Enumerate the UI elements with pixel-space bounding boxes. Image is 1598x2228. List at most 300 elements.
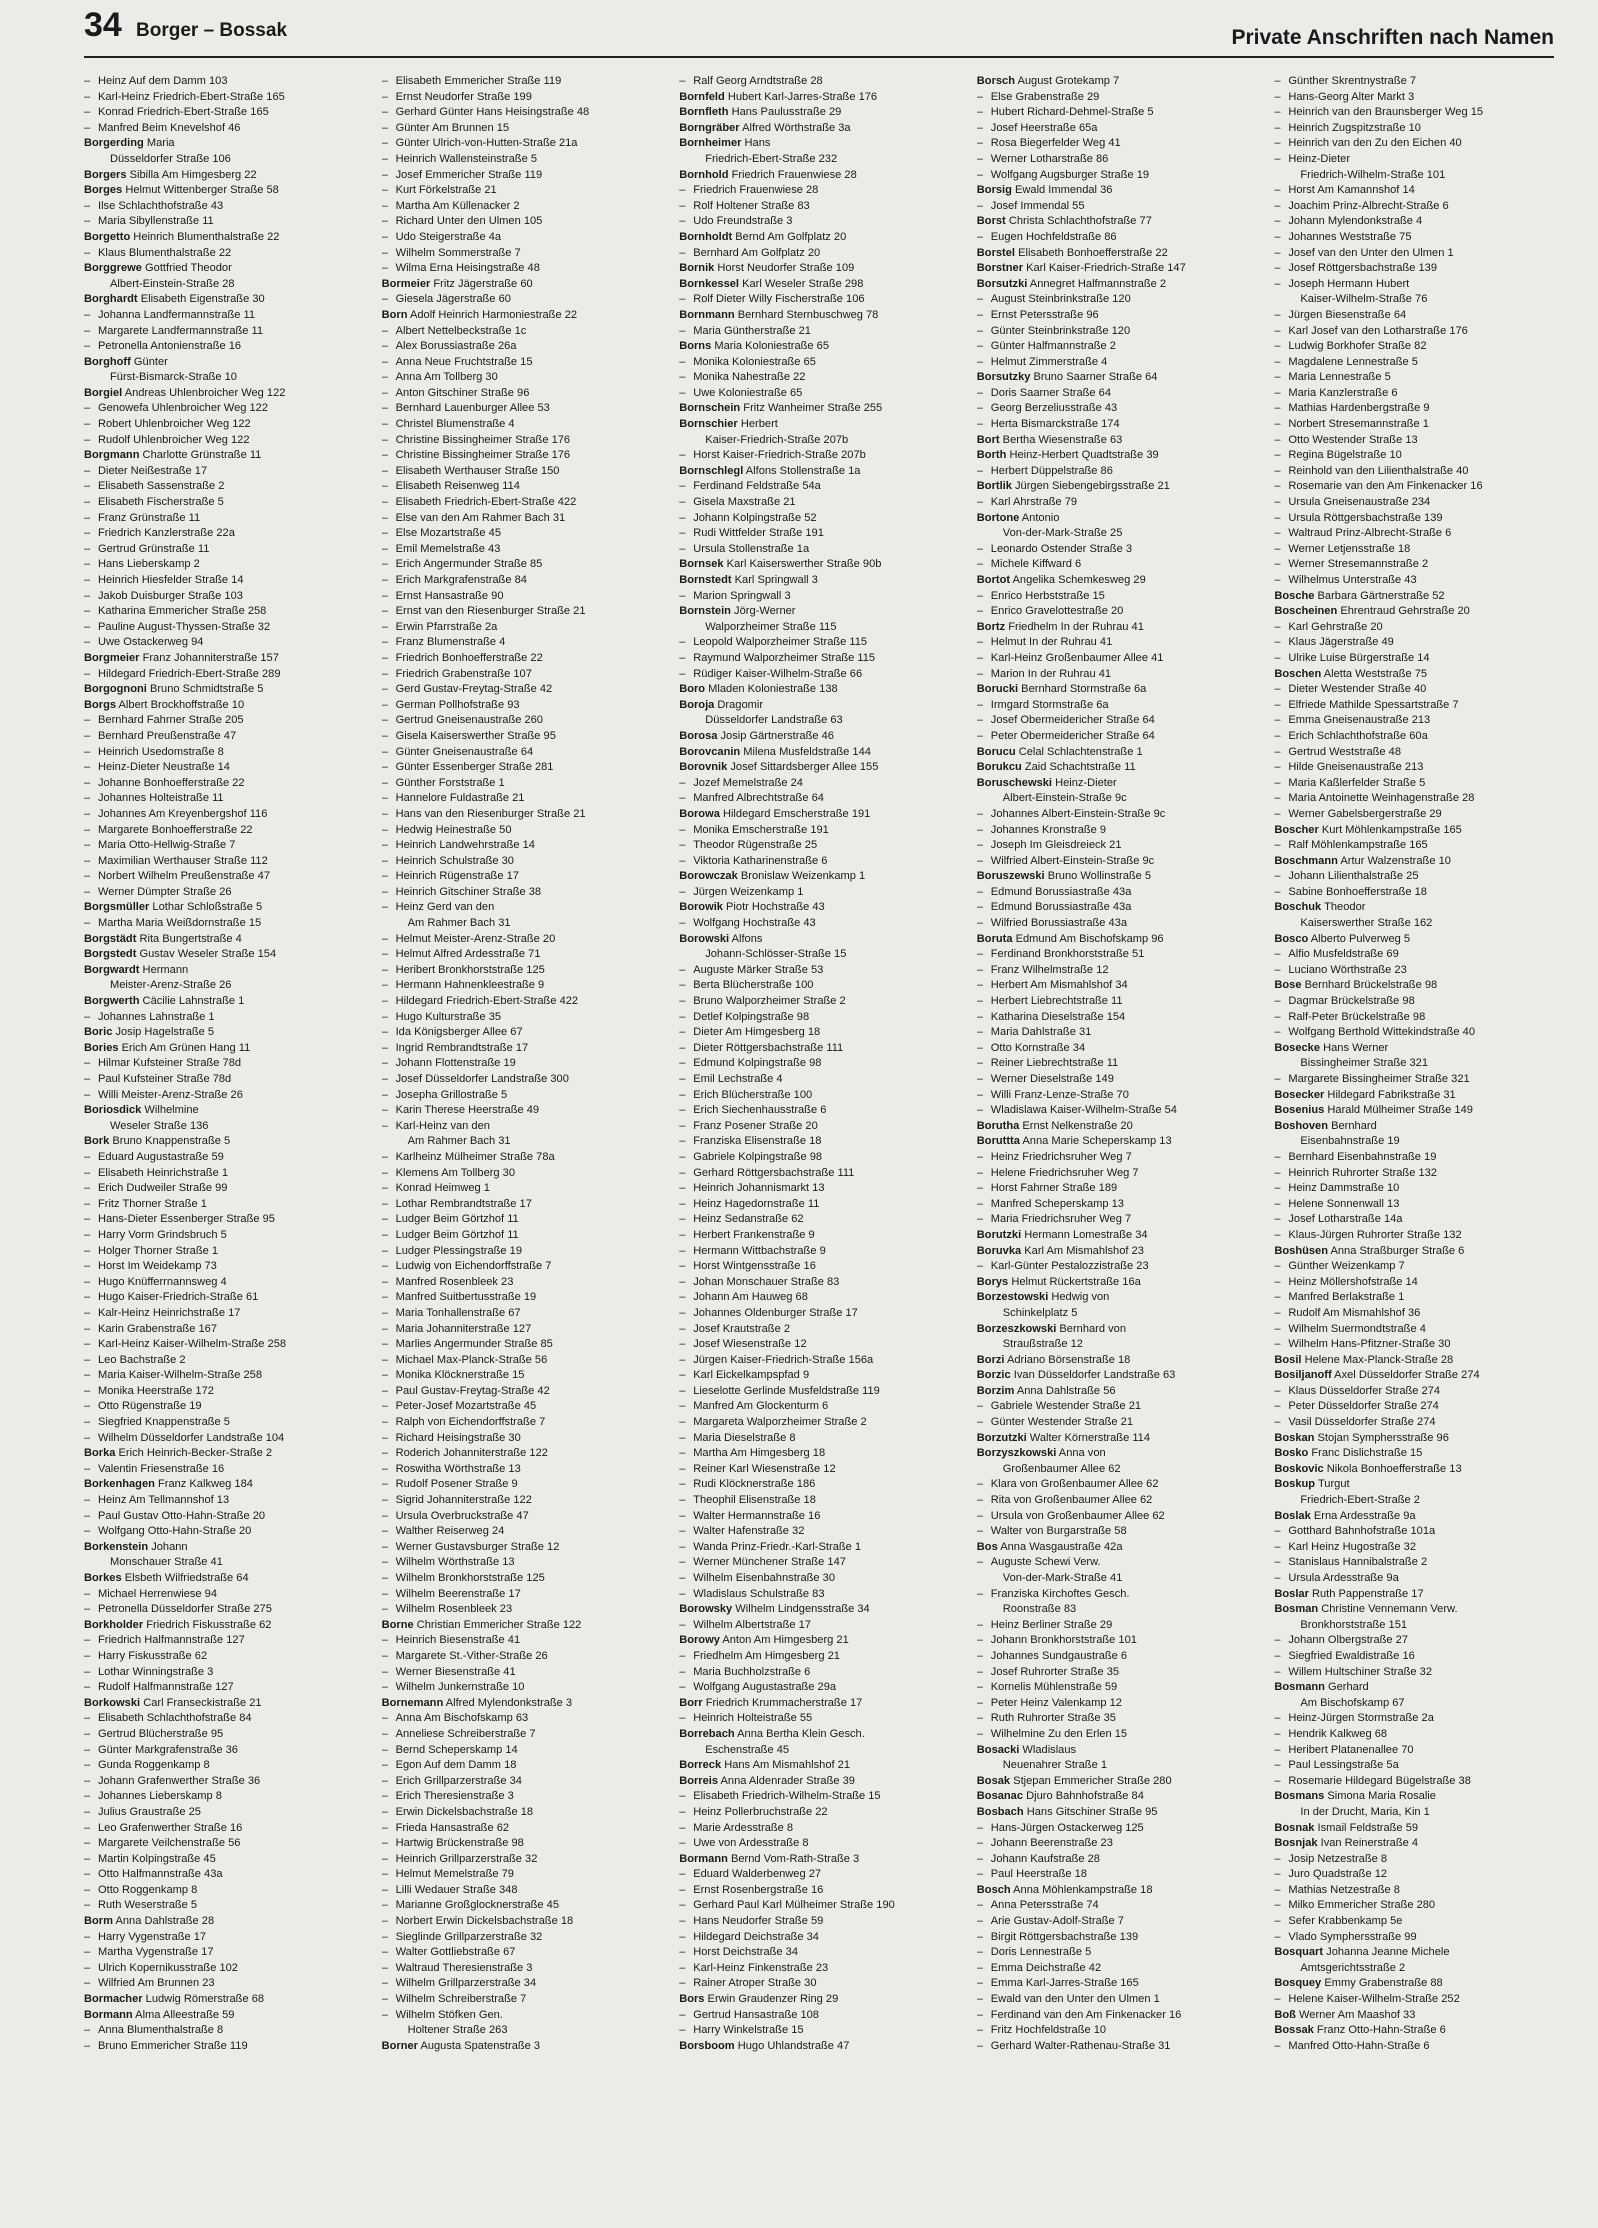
person-entry xyxy=(84,246,366,262)
dash-marker: – xyxy=(1274,1727,1281,1740)
entry-text: Margarete Bissingheimer Straße 321 xyxy=(1288,1073,1470,1085)
entry-text: Eugen Hochfeldstraße 86 xyxy=(990,230,1117,243)
entry-continuation: Von-der-Mark-Straße 25 xyxy=(1002,527,1123,540)
surname-entry xyxy=(1274,1821,1556,1837)
dash-marker: – xyxy=(679,1431,686,1444)
entry-text: Aletta Weststraße 75 xyxy=(1321,667,1428,680)
person-entry xyxy=(382,760,664,776)
person-entry xyxy=(1274,1711,1556,1727)
dash-marker: – xyxy=(1274,1930,1281,1943)
entry-text: Ralf-Peter Brückelstraße 98 xyxy=(1288,1010,1426,1023)
surname-entry xyxy=(679,760,961,776)
entry-text: Karl-Heinz Finkenstraße 23 xyxy=(693,1961,829,1974)
entry-text: Christine Bissingheimer Straße 176 xyxy=(395,449,571,462)
person-entry xyxy=(84,1056,366,1072)
person-entry xyxy=(382,947,664,963)
surname: Bormeier xyxy=(381,277,431,290)
surname-entry xyxy=(977,246,1259,262)
person-entry xyxy=(679,963,961,979)
person-entry xyxy=(84,760,366,776)
dash-marker: – xyxy=(381,823,388,836)
surname-entry xyxy=(977,1134,1259,1150)
dash-marker: – xyxy=(381,1930,388,1943)
person-entry xyxy=(382,1212,664,1228)
entry-text: Ferdinand Bronkhorststraße 51 xyxy=(990,948,1145,961)
entry-text: Marie Ardesstraße 8 xyxy=(693,1821,794,1834)
entry-text: Friedrich Frauenwiese 28 xyxy=(728,168,857,181)
dash-marker: – xyxy=(976,1961,983,1974)
person-entry xyxy=(1274,776,1556,792)
entry-text: Klaus Jägerstraße 49 xyxy=(1288,636,1394,649)
entry-text: Franz Otto-Hahn-Straße 6 xyxy=(1313,2024,1446,2037)
surname-entry xyxy=(84,261,366,277)
entry-text: Josef Lotharstraße 14a xyxy=(1288,1213,1403,1226)
entry-text: Edmund Am Bischofskamp 96 xyxy=(1012,932,1164,945)
person-entry xyxy=(84,1493,366,1509)
surname: Borowy xyxy=(679,1634,720,1647)
surname-entry xyxy=(84,2008,366,2024)
entry-text: Wilhelm Wörthstraße 13 xyxy=(395,1556,515,1569)
person-entry xyxy=(382,791,664,807)
entry-text: Johann Kolpingstraße 52 xyxy=(693,511,817,524)
entry-text: Ursula Stollenstraße 1a xyxy=(693,542,810,555)
person-entry xyxy=(382,1711,664,1727)
dash-marker: – xyxy=(84,464,91,477)
entry-text: Marlies Angermunder Straße 85 xyxy=(395,1338,553,1351)
entry-text: Jürgen Kaiser-Friedrich-Straße 156a xyxy=(693,1353,874,1366)
dash-marker: – xyxy=(1274,1400,1281,1413)
entry-text: Norbert Wilhelm Preußenstraße 47 xyxy=(98,870,271,883)
person-entry xyxy=(679,838,961,854)
entry-text: Rosemarie van den Am Finkenacker 16 xyxy=(1288,480,1483,493)
dash-marker: – xyxy=(381,262,388,275)
surname: Borr xyxy=(679,1696,703,1709)
surname: Bormacher xyxy=(84,1993,143,2006)
entry-text: Otto Halfmannstraße 43a xyxy=(98,1868,223,1881)
surname-entry xyxy=(1274,900,1556,916)
entry-text: Wilhelmus Unterstraße 43 xyxy=(1288,574,1417,586)
surname: Bosmann xyxy=(1274,1681,1325,1694)
entry-text: Wilhelm Sommerstraße 7 xyxy=(395,246,521,259)
person-entry xyxy=(84,869,366,885)
entry-text: Ludger Plessingstraße 19 xyxy=(395,1244,523,1257)
entry-text: Angelika Schemkesweg 29 xyxy=(1010,574,1146,586)
entry-text: Anna Dahlstraße 56 xyxy=(1014,1384,1116,1397)
entry-continuation: Walporzheimer Straße 115 xyxy=(705,620,837,633)
entry-text: Horst Im Weidekamp 73 xyxy=(98,1260,217,1273)
entry-text: Wilhelm Bronkhorststraße 125 xyxy=(395,1572,545,1584)
entry-text: Helmut In der Ruhrau 41 xyxy=(990,636,1113,649)
section-title: Private Anschriften nach Namen xyxy=(1231,26,1554,49)
surname-entry xyxy=(1274,1836,1556,1852)
dash-marker: – xyxy=(381,1119,388,1132)
entry-text: Walter Körnerstraße 114 xyxy=(1026,1431,1151,1444)
dash-marker: – xyxy=(381,854,388,867)
person-entry xyxy=(382,1867,664,1883)
dash-marker: – xyxy=(679,1291,686,1304)
person-entry xyxy=(382,1477,664,1493)
dash-marker: – xyxy=(84,714,91,727)
person-entry xyxy=(977,994,1259,1010)
person-entry xyxy=(679,292,961,308)
entry-text: Sabine Bonhoefferstraße 18 xyxy=(1288,885,1427,898)
entry-continuation: Roonstraße 83 xyxy=(1002,1603,1077,1616)
entry-text: Celal Schlachtenstraße 1 xyxy=(1015,745,1143,758)
dash-marker: – xyxy=(84,1603,91,1616)
person-entry xyxy=(679,589,961,605)
dash-marker: – xyxy=(1274,230,1281,243)
entry-text: Werner Letjensstraße 18 xyxy=(1288,542,1411,555)
person-entry xyxy=(679,1119,961,1135)
entry-text: Karl Ahrstraße 79 xyxy=(990,496,1078,509)
surname-entry xyxy=(679,136,961,152)
dash-marker: – xyxy=(976,1821,983,1834)
entry-text: Harry Fiskusstraße 62 xyxy=(98,1649,208,1662)
person-entry xyxy=(382,589,664,605)
person-entry xyxy=(382,823,664,839)
person-entry xyxy=(84,1150,366,1166)
entry-text: Katharina Dieselstraße 154 xyxy=(990,1010,1126,1023)
entry-text: Otto Roggenkamp 8 xyxy=(98,1883,198,1896)
dash-marker: – xyxy=(1274,1883,1281,1896)
dash-marker: – xyxy=(976,324,983,337)
entry-text: Marianne Großglocknerstraße 45 xyxy=(395,1899,559,1912)
entry-text: Petronella Antonienstraße 16 xyxy=(98,340,242,353)
person-entry xyxy=(382,511,664,527)
surname-entry xyxy=(679,230,961,246)
surname: Bornmann xyxy=(679,308,735,321)
surname: Boscher xyxy=(1274,823,1319,836)
person-entry xyxy=(1274,74,1556,90)
dash-marker: – xyxy=(1274,215,1281,228)
dash-marker: – xyxy=(679,1790,686,1803)
entry-text: Valentin Friesenstraße 16 xyxy=(98,1462,225,1475)
person-entry xyxy=(382,900,664,916)
entry-text: Gerhard Günter Hans Heisingstraße 48 xyxy=(395,106,590,119)
person-entry xyxy=(84,479,366,495)
surname-entry xyxy=(1274,1789,1556,1805)
entry-text: Bruno Saarner Straße 64 xyxy=(1030,371,1158,384)
entry-text: Manfred Beim Knevelshof 46 xyxy=(98,121,241,134)
surname-entry xyxy=(1274,1088,1556,1104)
dash-marker: – xyxy=(1274,948,1281,961)
dash-marker: – xyxy=(976,496,983,509)
surname-entry xyxy=(679,1727,961,1743)
person-entry xyxy=(382,1025,664,1041)
entry-text: Ewald Immendal 36 xyxy=(1011,184,1113,197)
surname-entry xyxy=(84,292,366,308)
person-entry xyxy=(977,713,1259,729)
dash-marker: – xyxy=(381,1073,388,1085)
dash-marker: – xyxy=(381,1182,388,1195)
entry-text: Erich Am Grünen Hang 11 xyxy=(118,1041,251,1054)
surname: Boscheinen xyxy=(1274,605,1338,618)
entry-text: Wilfried Borussiastraße 43a xyxy=(990,917,1128,930)
entry-text: Manfred Otto-Hahn-Straße 6 xyxy=(1288,2039,1430,2052)
person-entry xyxy=(977,121,1259,137)
person-entry xyxy=(1274,246,1556,262)
directory-column-3 xyxy=(679,74,961,2214)
entry-text: Wilhelm Hans-Pfitzner-Straße 30 xyxy=(1288,1338,1451,1351)
entry-text: Wilhelmine xyxy=(141,1104,199,1117)
entry-text: Günter Ulrich-von-Hutten-Straße 21a xyxy=(395,137,578,150)
entry-text: Gisela Maxstraße 21 xyxy=(693,496,796,509)
entry-text: Frieda Hansastraße 62 xyxy=(395,1821,510,1834)
entry-text: Walter von Burgarstraße 58 xyxy=(990,1525,1127,1538)
surname: Bos xyxy=(976,1540,998,1553)
person-entry xyxy=(1274,370,1556,386)
entry-text: Else Mozartstraße 45 xyxy=(395,527,502,540)
surname-entry xyxy=(84,963,366,979)
person-entry xyxy=(382,448,664,464)
entry-text: Josef Obermeidericher Straße 64 xyxy=(990,714,1155,727)
dash-marker: – xyxy=(679,1883,686,1896)
person-entry xyxy=(1274,1337,1556,1353)
entry-text: Elisabeth Reisenweg 114 xyxy=(395,480,520,493)
dash-marker: – xyxy=(976,1649,983,1662)
entry-text: Elisabeth Friedrich-Wilhelm-Straße 15 xyxy=(693,1790,881,1803)
entry-text: Heinz Berliner Straße 29 xyxy=(990,1618,1113,1631)
entry-text: Franz Posener Straße 20 xyxy=(693,1119,818,1132)
surname: Borucu xyxy=(976,745,1016,758)
dash-marker: – xyxy=(976,1010,983,1023)
dash-marker: – xyxy=(84,1946,91,1959)
entry-text: Werner Dümpter Straße 26 xyxy=(98,885,232,898)
entry-text: Otto Kornstraße 34 xyxy=(990,1041,1086,1054)
person-entry xyxy=(382,168,664,184)
dash-marker: – xyxy=(381,371,388,384)
entry-text: Birgit Röttgersbachstraße 139 xyxy=(990,1930,1139,1943)
entry-text: Ewald van den Unter den Ulmen 1 xyxy=(990,1993,1160,2006)
entry-text: Herta Bismarckstraße 174 xyxy=(990,418,1120,431)
entry-text: Monika Koloniestraße 65 xyxy=(693,355,816,368)
person-entry xyxy=(977,355,1259,371)
person-entry xyxy=(977,386,1259,402)
dash-marker: – xyxy=(84,823,91,836)
surname: Borne xyxy=(381,1618,414,1631)
dash-marker: – xyxy=(84,1228,91,1241)
surname: Bosko xyxy=(1274,1447,1309,1460)
person-entry xyxy=(382,495,664,511)
entry-text: Josef van den Unter den Ulmen 1 xyxy=(1288,246,1454,259)
person-entry xyxy=(1274,1384,1556,1400)
surname-entry xyxy=(1274,978,1556,994)
entry-text: Fritz Jägerstraße 60 xyxy=(430,277,533,290)
person-entry xyxy=(977,1509,1259,1525)
person-entry xyxy=(84,1290,366,1306)
person-entry xyxy=(84,1711,366,1727)
person-entry xyxy=(977,854,1259,870)
entry-text: Hildegard Fabrikstraße 31 xyxy=(1324,1088,1456,1101)
dash-marker: – xyxy=(976,901,983,914)
entry-text: Erich Heinrich-Becker-Straße 2 xyxy=(115,1447,273,1460)
person-entry xyxy=(382,713,664,729)
person-entry xyxy=(84,1275,366,1291)
person-entry xyxy=(679,1711,961,1727)
surname-entry xyxy=(84,682,366,698)
dash-marker: – xyxy=(381,1384,388,1397)
person-entry xyxy=(679,542,961,558)
entry-text: Maria Buchholzstraße 6 xyxy=(693,1665,811,1678)
dash-marker: – xyxy=(381,1260,388,1273)
surname-entry xyxy=(84,1477,366,1493)
entry-text: Monika Klöcknerstraße 15 xyxy=(395,1369,525,1382)
entry-text: Ida Königsberger Allee 67 xyxy=(395,1026,523,1039)
person-entry xyxy=(679,1524,961,1540)
surname: Bosquey xyxy=(1274,1977,1322,1990)
surname: Bosman xyxy=(1274,1603,1319,1616)
person-entry xyxy=(679,1509,961,1525)
person-entry xyxy=(84,745,366,761)
entry-text: Rosa Biegerfelder Weg 41 xyxy=(990,137,1121,150)
entry-text: Maria Otto-Hellwig-Straße 7 xyxy=(98,839,236,852)
surname: Borosa xyxy=(679,729,718,742)
person-entry xyxy=(679,1368,961,1384)
surname: Bosquart xyxy=(1274,1946,1324,1959)
entry-text: Wladislaus xyxy=(1019,1743,1077,1756)
entry-continuation: Meister-Arenz-Straße 26 xyxy=(110,979,232,992)
person-entry xyxy=(679,479,961,495)
person-entry xyxy=(679,651,961,667)
dash-marker: – xyxy=(976,542,983,555)
entry-text: Johann Am Hauweg 68 xyxy=(693,1291,808,1304)
entry-text: Erwin Graudenzer Ring 29 xyxy=(704,1993,839,2006)
dash-marker: – xyxy=(84,1977,91,1990)
dash-marker: – xyxy=(1274,1322,1281,1335)
dash-marker: – xyxy=(84,1587,91,1600)
dash-marker: – xyxy=(679,1447,686,1460)
person-entry xyxy=(84,1509,366,1525)
dash-marker: – xyxy=(84,1244,91,1257)
surname-entry xyxy=(1274,2023,1556,2039)
dash-marker: – xyxy=(84,1494,91,1507)
surname: Bornkessel xyxy=(679,277,740,290)
entry-text: Marion In der Ruhrau 41 xyxy=(990,667,1112,680)
entry-text: Ursula Röttgersbachstraße 139 xyxy=(1288,511,1443,524)
surname-entry xyxy=(679,729,961,745)
person-entry xyxy=(1274,90,1556,106)
entry-text: Nikola Bonhoefferstraße 13 xyxy=(1323,1462,1462,1475)
surname-entry xyxy=(977,1446,1259,1462)
entry-text: Johann Bronkhorststraße 101 xyxy=(990,1634,1137,1647)
dash-marker: – xyxy=(381,1649,388,1662)
dash-marker: – xyxy=(84,729,91,742)
dash-marker: – xyxy=(84,246,91,259)
entry-text: Karl Gehrstraße 20 xyxy=(1288,620,1383,633)
entry-text: Werner Am Maashof 33 xyxy=(1295,2008,1416,2021)
dash-marker: – xyxy=(679,1384,686,1397)
surname-entry xyxy=(84,900,366,916)
surname-entry xyxy=(1274,854,1556,870)
entry-text: Dieter Röttgersbachstraße 111 xyxy=(693,1041,844,1054)
entry-text: Heinz-Herbert Quadtstraße 39 xyxy=(1006,449,1159,462)
person-entry xyxy=(84,1680,366,1696)
entry-text: Ilse Schlachthofstraße 43 xyxy=(98,199,224,212)
dash-marker: – xyxy=(679,1119,686,1132)
entry-text: Ehrentraud Gehrstraße 20 xyxy=(1337,605,1470,618)
person-entry xyxy=(977,729,1259,745)
surname: Borgstädt xyxy=(84,932,137,945)
entry-text: Monika Nahestraße 22 xyxy=(693,371,806,384)
person-entry xyxy=(1274,1025,1556,1041)
surname-entry xyxy=(1274,1587,1556,1603)
entry-text: Uwe Ostackerweg 94 xyxy=(98,636,204,649)
surname-entry xyxy=(84,1618,366,1634)
entry-text: Uwe von Ardesstraße 8 xyxy=(693,1837,809,1850)
dash-marker: – xyxy=(1274,620,1281,633)
dash-marker: – xyxy=(381,1759,388,1772)
surname-entry xyxy=(679,698,961,714)
entry-text: Jörg-Werner xyxy=(730,605,796,618)
dash-marker: – xyxy=(84,605,91,618)
entry-text: Axel Düsseldorfer Straße 274 xyxy=(1331,1369,1480,1382)
person-entry xyxy=(1274,199,1556,215)
entry-text: Johanne Bonhoefferstraße 22 xyxy=(98,776,245,789)
person-entry xyxy=(977,1836,1259,1852)
dash-marker: – xyxy=(976,1837,983,1850)
dash-marker: – xyxy=(679,1197,686,1210)
entry-text: Ursula Overbruckstraße 47 xyxy=(395,1509,529,1522)
person-entry xyxy=(679,214,961,230)
dash-marker: – xyxy=(381,1150,388,1163)
person-entry xyxy=(679,1337,961,1353)
person-entry xyxy=(382,90,664,106)
entry-text: Wilfried Am Brunnen 23 xyxy=(98,1977,215,1990)
dash-marker: – xyxy=(381,558,388,571)
dash-marker: – xyxy=(84,106,91,119)
person-entry xyxy=(679,667,961,683)
dash-marker: – xyxy=(1274,1338,1281,1351)
dash-marker: – xyxy=(976,1915,983,1928)
entry-text: Hendrik Kalkweg 68 xyxy=(1288,1727,1388,1740)
person-entry xyxy=(382,1088,664,1104)
surname: Borowik xyxy=(679,901,723,914)
dash-marker: – xyxy=(1274,1556,1281,1569)
person-entry xyxy=(1274,152,1556,168)
surname: Bornemann xyxy=(381,1696,444,1709)
person-entry xyxy=(977,838,1259,854)
dash-marker: – xyxy=(1274,776,1281,789)
person-entry xyxy=(679,1103,961,1119)
directory-column-2 xyxy=(382,74,664,2214)
person-entry xyxy=(1274,698,1556,714)
person-entry xyxy=(84,1462,366,1478)
entry-text: Heinrich van den Zu den Eichen 40 xyxy=(1288,137,1462,150)
dash-marker: – xyxy=(679,1930,686,1943)
entry-continuation: Friedrich-Ebert-Straße 2 xyxy=(1300,1494,1420,1507)
dash-marker: – xyxy=(679,1150,686,1163)
person-entry xyxy=(382,1181,664,1197)
entry-text: Friedrich Fiskusstraße 62 xyxy=(143,1618,272,1631)
entry-text: Heinz Gerd van den xyxy=(395,901,495,914)
dash-marker: – xyxy=(976,1618,983,1631)
entry-text: Günter Essenberger Straße 281 xyxy=(395,761,554,774)
person-entry xyxy=(84,542,366,558)
dash-marker: – xyxy=(381,1369,388,1382)
dash-marker: – xyxy=(976,1182,983,1195)
surname-entry xyxy=(382,277,664,293)
dash-marker: – xyxy=(1274,2039,1281,2052)
person-entry xyxy=(84,557,366,573)
entry-text: Josef Sittardsberger Allee 155 xyxy=(727,761,879,774)
entry-text: Bruno Walporzheimer Straße 2 xyxy=(693,995,846,1008)
entry-continuation: Großenbaumer Allee 62 xyxy=(1002,1462,1121,1475)
entry-text: Gottfried Theodor xyxy=(141,262,232,275)
person-entry xyxy=(977,168,1259,184)
entry-text: Herbert xyxy=(737,418,778,431)
entry-text: Johann Olbergstraße 27 xyxy=(1288,1634,1409,1647)
dash-marker: – xyxy=(976,1400,983,1413)
